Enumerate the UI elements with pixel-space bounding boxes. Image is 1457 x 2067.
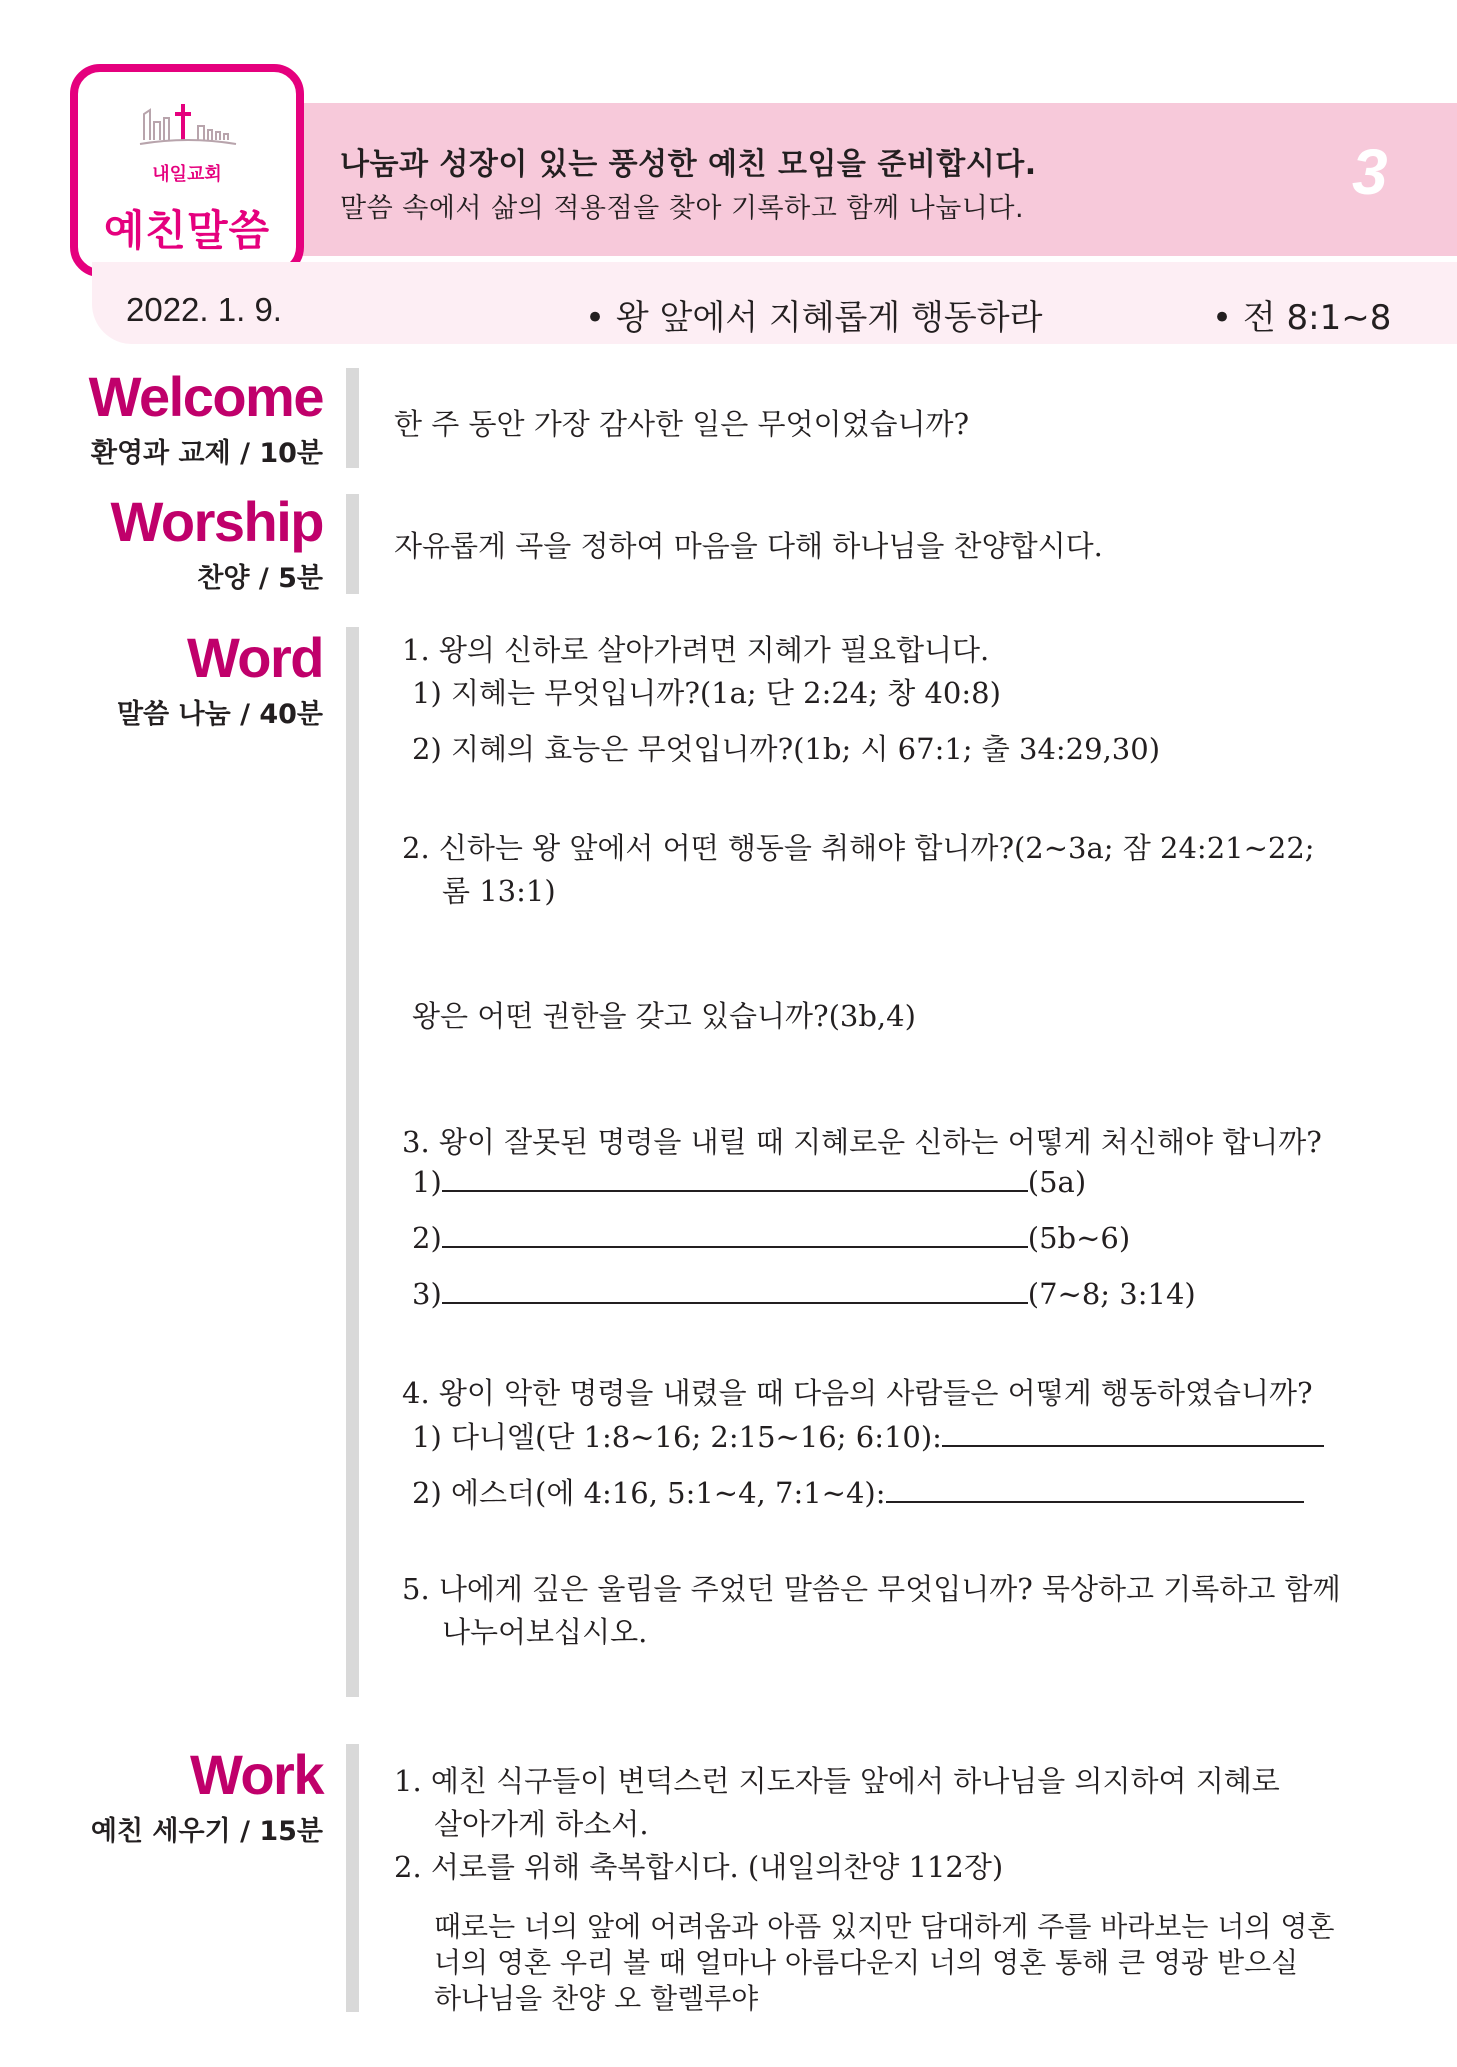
worship-title: Worship <box>110 490 323 553</box>
scripture-reference: • 전 8:1∼8 <box>1212 298 1392 338</box>
answer-blank[interactable] <box>442 1163 1028 1192</box>
work-subtitle: 예친 세우기 / 15분 <box>90 1816 323 1847</box>
word-divider <box>346 627 359 1697</box>
word-question-3: 3. 왕이 잘못된 명령을 내릴 때 지혜로운 신하는 어떻게 처신해야 합니까? <box>402 1125 1322 1159</box>
word-question-2: 2. 신하는 왕 앞에서 어떤 행동을 취해야 합니까?(2∼3a; 잠 24:21∼22; <box>402 831 1315 865</box>
word-title: Word <box>186 626 323 689</box>
answer-blank[interactable] <box>886 1474 1304 1503</box>
work-prayer-1-cont: 살아가게 하소서. <box>434 1807 649 1841</box>
page-number: 3 <box>1352 136 1388 208</box>
item-text: 2) 에스더(에 4:16, 5:1∼4, 7:1∼4): <box>412 1476 886 1510</box>
item-number: 1) <box>412 1165 442 1199</box>
item-number: 2) <box>412 1221 442 1255</box>
hymn-lyrics-line-2: 너의 영혼 우리 볼 때 얼마나 아름다운지 너의 영혼 통해 큰 영광 받으실 <box>434 1946 1299 1979</box>
welcome-divider <box>346 368 359 468</box>
item-number: 3) <box>412 1277 442 1311</box>
date: 2022. 1. 9. <box>126 291 282 328</box>
logo-title: 예친말씀 <box>103 206 271 255</box>
work-divider <box>346 1744 359 2012</box>
logo-box <box>70 64 304 277</box>
item-text: 1) 다니엘(단 1:8∼16; 2:15∼16; 6:10): <box>412 1420 942 1454</box>
word-question-5-cont: 나누어보십시오. <box>442 1615 648 1649</box>
work-blessing: 2. 서로를 위해 축복합시다. (내일의찬양 112장) <box>394 1850 1004 1884</box>
word-question-4-1 <box>412 1415 1324 1456</box>
answer-blank[interactable] <box>442 1219 1028 1248</box>
welcome-subtitle: 환영과 교제 / 10분 <box>90 438 323 469</box>
church-name: 내일교회 <box>152 164 222 185</box>
word-question-1: 1. 왕의 신하로 살아가려면 지혜가 필요합니다. <box>402 633 990 667</box>
word-question-5: 5. 나에게 깊은 울림을 주었던 말씀은 무엇입니까? 묵상하고 기록하고 함께 <box>402 1572 1341 1606</box>
word-question-3-1 <box>412 1163 1086 1199</box>
hymn-lyrics-line-1: 때로는 너의 앞에 어려움과 아픔 있지만 담대하게 주를 바라보는 너의 영혼 <box>434 1910 1335 1943</box>
word-question-1-1: 1) 지혜는 무엇입니까?(1a; 단 2:24; 창 40:8) <box>412 676 1001 710</box>
church-skyline-icon <box>138 100 238 158</box>
hymn-lyrics-line-3: 하나님을 찬양 오 할렐루야 <box>434 1982 759 2015</box>
sermon-title: • 왕 앞에서 지혜롭게 행동하라 <box>585 298 1043 338</box>
word-question-1-2: 2) 지혜의 효능은 무엇입니까?(1b; 시 67:1; 출 34:29,30) <box>412 732 1161 766</box>
word-question-2-sub: 왕은 어떤 권한을 갖고 있습니까?(3b,4) <box>412 999 916 1033</box>
work-title: Work <box>190 1743 323 1806</box>
worship-text: 자유롭게 곡을 정하여 마음을 다해 하나님을 찬양합시다. <box>394 529 1103 563</box>
header-headline: 나눔과 성장이 있는 풍성한 예친 모임을 준비합시다. <box>340 147 1037 182</box>
item-reference: (7∼8; 3:14) <box>1027 1277 1196 1311</box>
header-subline: 말씀 속에서 삶의 적용점을 찾아 기록하고 함께 나눕니다. <box>340 193 1025 224</box>
word-subtitle: 말씀 나눔 / 40분 <box>116 699 323 730</box>
word-question-3-2 <box>412 1219 1130 1255</box>
item-reference: (5a) <box>1027 1165 1087 1199</box>
welcome-question: 한 주 동안 가장 감사한 일은 무엇이었습니까? <box>394 407 970 441</box>
welcome-title: Welcome <box>88 365 323 428</box>
work-prayer-1: 1. 예친 식구들이 변덕스런 지도자들 앞에서 하나님을 의지하여 지혜로 <box>394 1764 1280 1798</box>
worship-subtitle: 찬양 / 5분 <box>197 563 323 594</box>
worship-divider <box>346 494 359 594</box>
word-question-4-2 <box>412 1471 1304 1512</box>
item-reference: (5b∼6) <box>1027 1221 1131 1255</box>
word-question-2-cont: 롬 13:1) <box>442 874 556 908</box>
answer-blank[interactable] <box>942 1418 1324 1447</box>
word-question-4: 4. 왕이 악한 명령을 내렸을 때 다음의 사람들은 어떻게 행동하였습니까? <box>402 1376 1313 1410</box>
word-question-3-3 <box>412 1275 1196 1311</box>
answer-blank[interactable] <box>442 1275 1028 1304</box>
